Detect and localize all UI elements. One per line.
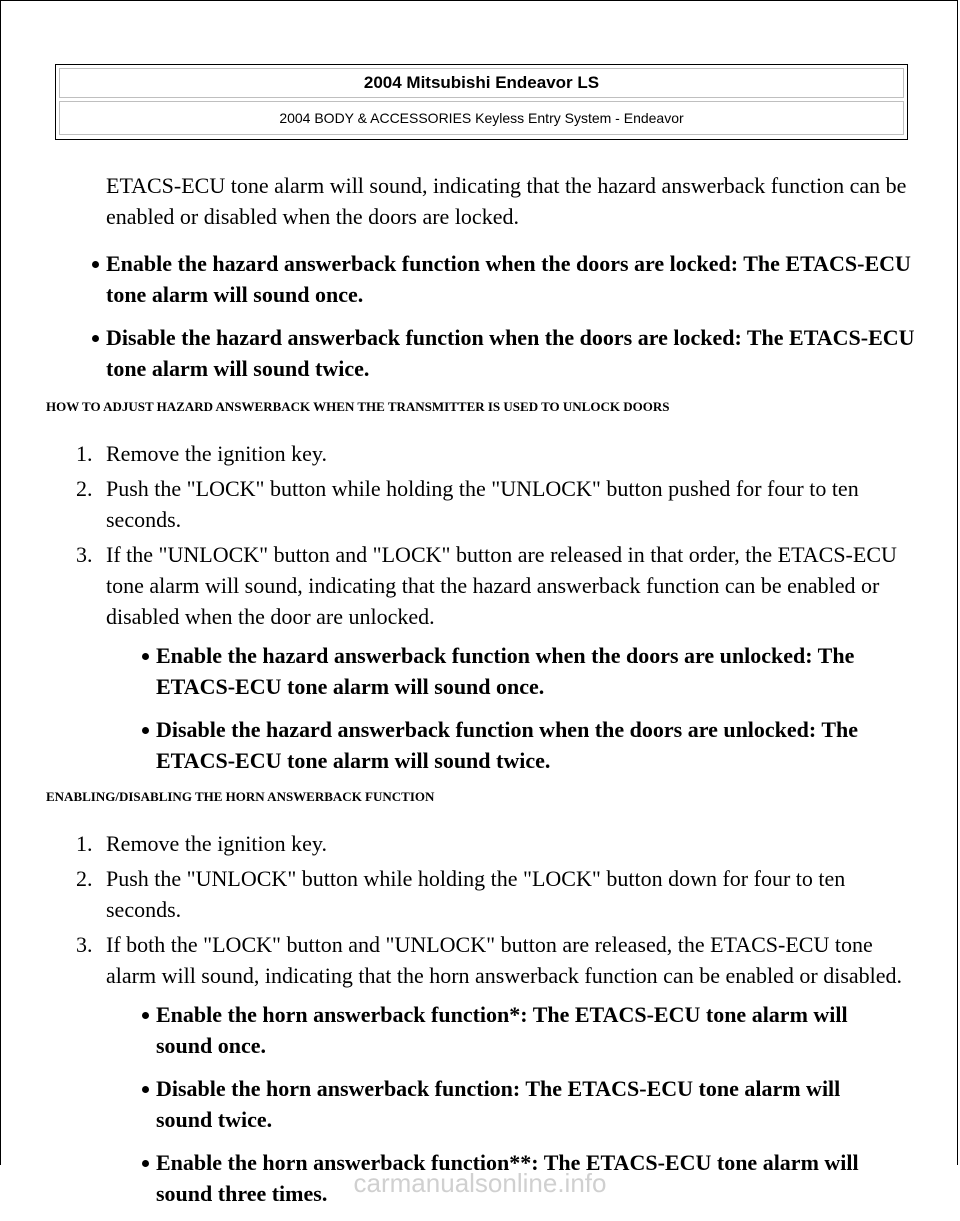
document-body (0, 170, 958, 1221)
list-item: Enable the hazard answerback function when the doors are unlocked: The ETACS-ECU tone alarm will sound once. (0, 640, 918, 702)
intro-bullet-list (0, 248, 958, 384)
list-item: Enable the horn answerback function**: The ETACS-ECU tone alarm will sound three times. (0, 1147, 918, 1209)
list-item: Disable the horn answerback function: The ETACS-ECU tone alarm will sound twice. (0, 1073, 918, 1135)
step-list (0, 828, 958, 1209)
list-item: Enable the hazard answerback function when the doors are locked: The ETACS-ECU tone alarm will sound once. (0, 248, 958, 310)
step-item: 2. Push the "LOCK" button while holding the "UNLOCK" button pushed for four to ten seconds. (76, 476, 859, 532)
vehicle-title: 2004 Mitsubishi Endeavor LS (59, 68, 904, 98)
step-item: 2. Push the "UNLOCK" button while holding the "LOCK" button down for four to ten seconds. (76, 866, 846, 922)
step-item: 3. If both the "LOCK" button and "UNLOCK" button are released, the ETACS-ECU tone alarm will sound, indicating that the horn answerback function can be enabled or disabled. Enable the horn answerback function*: The ETACS-ECU tone alarm will sound once. Disable the horn answerback function: The ETACS-ECU tone alarm will sound twice. Enable the horn answerback function**: The ETACS-ECU tone alarm will sound three times. (0, 929, 958, 1209)
section-heading: HOW TO ADJUST HAZARD ANSWERBACK WHEN THE TRANSMITTER IS USED TO UNLOCK DOORS (46, 399, 670, 414)
list-item: Disable the hazard answerback function when the doors are locked: The ETACS-ECU tone alarm will sound twice. (0, 322, 958, 384)
step-item: 1. Remove the ignition key. (76, 831, 327, 856)
list-item: Disable the hazard answerback function when the doors are unlocked: The ETACS-ECU tone alarm will sound twice. (0, 714, 918, 776)
list-item: Enable the horn answerback function*: The ETACS-ECU tone alarm will sound once. (0, 999, 918, 1061)
section-subtitle: 2004 BODY & ACCESSORIES Keyless Entry System - Endeavor (59, 101, 904, 135)
step-item: 3. If the "UNLOCK" button and "LOCK" button are released in that order, the ETACS-ECU tone alarm will sound, indicating that the hazard answerback function can be enabled or disabled when the door are unlocked. Enable the hazard answerback function when the doors are unlocked: The ETACS-ECU tone alarm will sound once. Disable the hazard answerback function when the doors are unlocked: The ETACS-ECU tone alarm will sound twice. (0, 539, 958, 776)
step-item: 1. Remove the ignition key. (76, 441, 327, 466)
intro-paragraph: ETACS-ECU tone alarm will sound, indicating that the hazard answerback function can be enabled or disabled when the doors are locked. (106, 173, 907, 229)
section-heading: ENABLING/DISABLING THE HORN ANSWERBACK FUNCTION (46, 789, 435, 804)
watermark: carmanualsonline.info (353, 1168, 607, 1198)
document-header (55, 64, 908, 140)
step-list (0, 438, 958, 776)
step-bullet-list (0, 640, 918, 776)
